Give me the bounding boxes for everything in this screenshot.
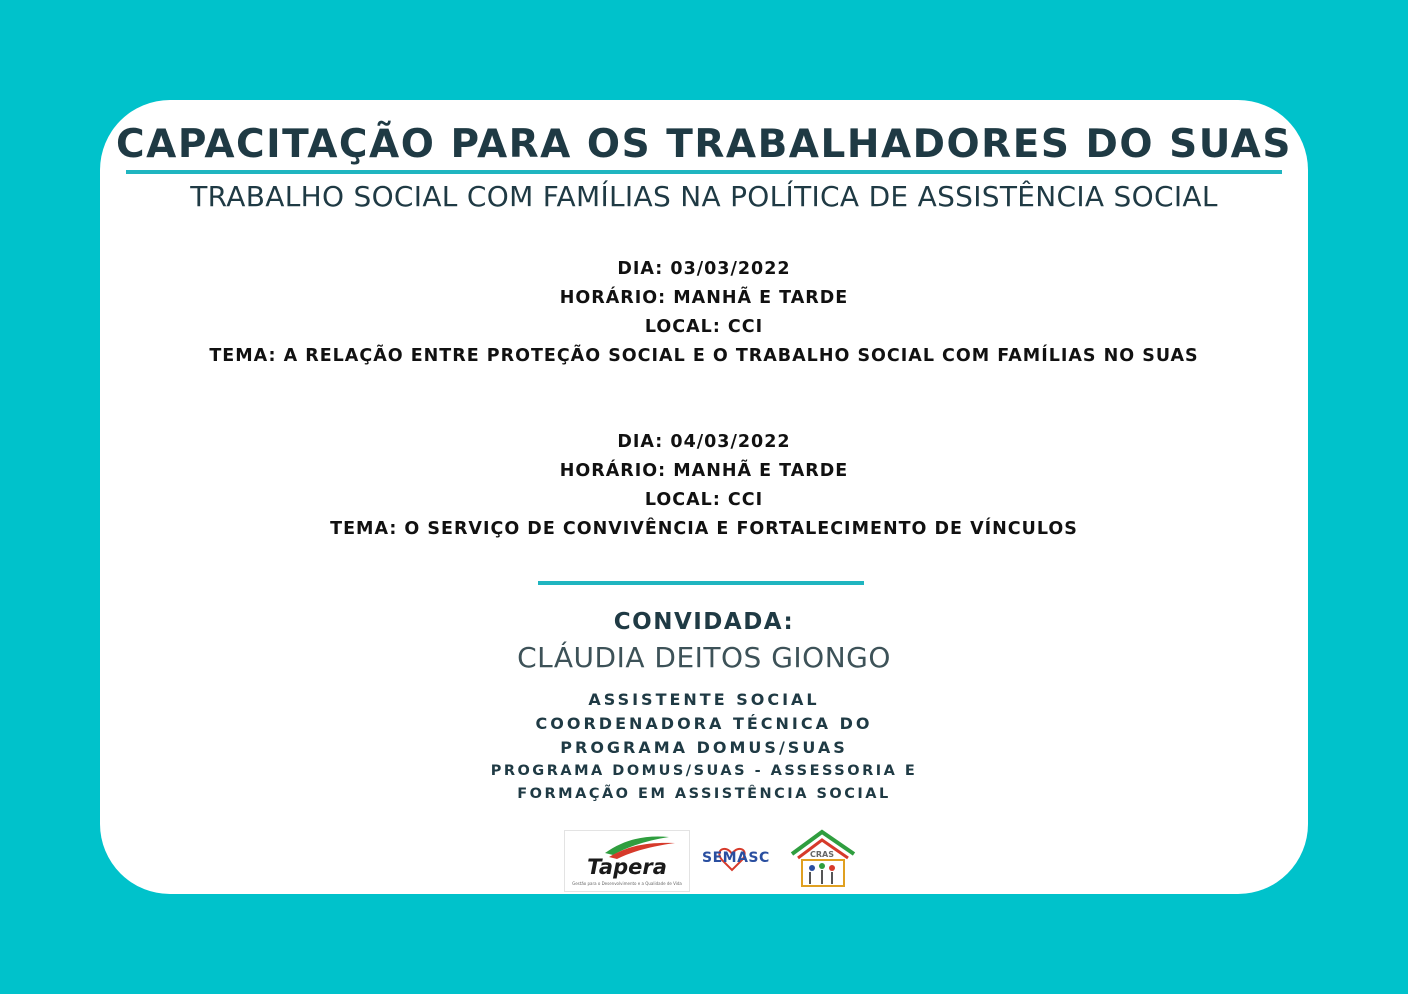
tapera-tagline: Gestão para o Desenvolvimento e a Qualidade de Vida	[572, 881, 682, 886]
event-subtitle: TRABALHO SOCIAL COM FAMÍLIAS NA POLÍTICA DE ASSISTÊNCIA SOCIAL	[190, 180, 1218, 213]
partner-logos	[564, 828, 864, 892]
guest-role-line: ASSISTENTE SOCIAL	[588, 690, 820, 709]
session-time: HORÁRIO: MANHÃ E TARDE	[559, 288, 849, 308]
guest-roles	[0, 688, 1408, 806]
session-date: DIA: 03/03/2022	[617, 259, 791, 279]
tapera-logo	[564, 830, 690, 892]
guest-role-line: COORDENADORA TÉCNICA DO	[535, 714, 873, 733]
session-theme: TEMA: O SERVIÇO DE CONVIVÊNCIA E FORTALECIMENTO DE VÍNCULOS	[330, 519, 1078, 539]
cras-wordmark: CRAS	[810, 850, 834, 859]
cras-logo	[788, 828, 858, 892]
session-theme: TEMA: A RELAÇÃO ENTRE PROTEÇÃO SOCIAL E O TRABALHO SOCIAL COM FAMÍLIAS NO SUAS	[209, 346, 1199, 366]
session-1	[0, 255, 1408, 371]
guest-role-line: FORMAÇÃO EM ASSISTÊNCIA SOCIAL	[517, 786, 891, 802]
guest-label: CONVIDADA:	[613, 609, 795, 635]
session-2	[0, 428, 1408, 544]
smasc-logo	[702, 844, 776, 878]
session-time: HORÁRIO: MANHÃ E TARDE	[559, 461, 849, 481]
session-place: LOCAL: CCI	[644, 317, 764, 337]
session-place: LOCAL: CCI	[644, 490, 764, 510]
guest-role-line: PROGRAMA DOMUS/SUAS - ASSESSORIA E	[490, 763, 918, 779]
session-date: DIA: 04/03/2022	[617, 432, 791, 452]
house-icon	[788, 828, 858, 892]
tapera-wordmark: Tapera	[587, 855, 667, 879]
smasc-wordmark: SEMASC	[702, 850, 770, 866]
section-divider	[538, 581, 864, 585]
guest-name: CLÁUDIA DEITOS GIONGO	[517, 641, 891, 674]
event-title: CAPACITAÇÃO PARA OS TRABALHADORES DO SUAS	[116, 122, 1292, 167]
title-underline	[126, 170, 1282, 174]
guest-role-line: PROGRAMA DOMUS/SUAS	[560, 738, 848, 757]
